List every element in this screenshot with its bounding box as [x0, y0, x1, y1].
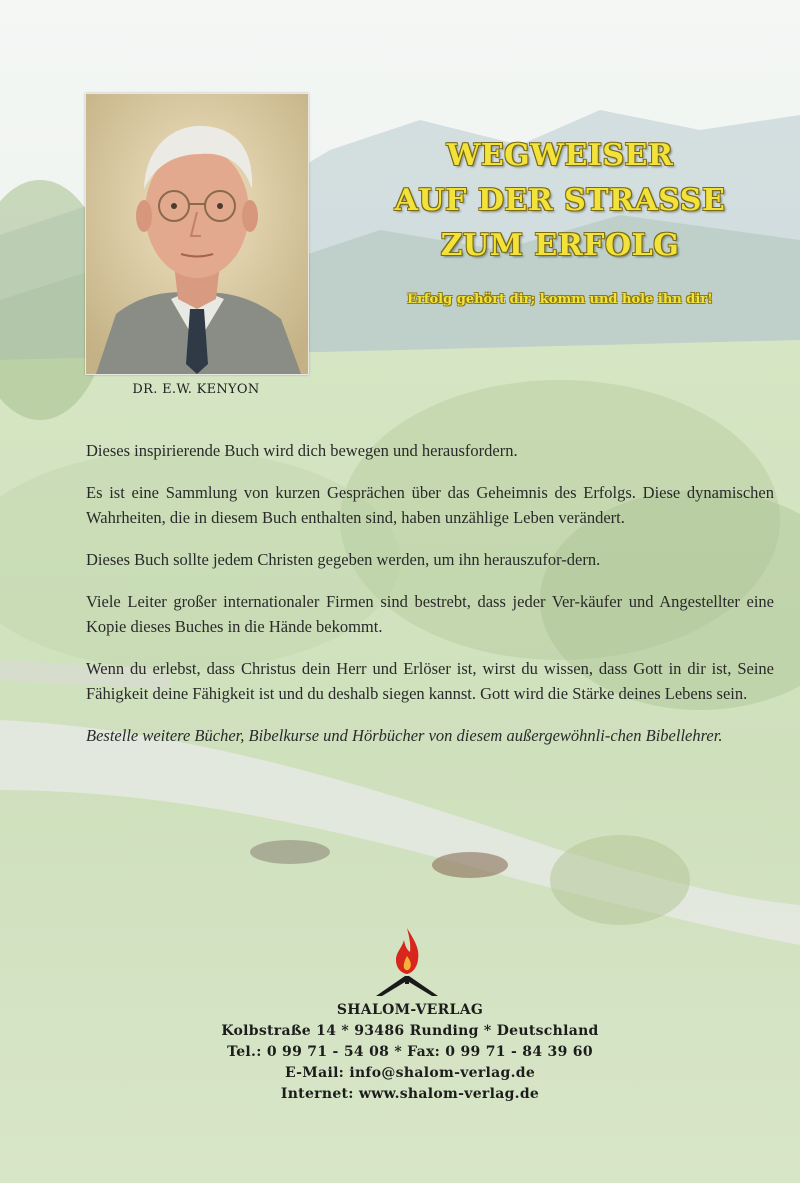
- publisher-phone: Tel.: 0 99 71 - 54 08 * Fax: 0 99 71 - 84 39 60: [227, 1044, 593, 1060]
- paragraph: Dieses inspirierende Buch wird dich bewegen und herausfordern.: [86, 441, 518, 460]
- promo-paragraph: Bestelle weitere Bücher, Bibelkurse und Hörbücher von diesem außergewöhnli-chen Bibellehrer.: [86, 726, 723, 745]
- publisher-info: [150, 1000, 670, 1105]
- book-subtitle: Erfolg gehört dir; komm und hole ihn dir!: [407, 292, 713, 307]
- title-line-2: AUF DER STRASSE: [394, 183, 726, 218]
- paragraph: Wenn du erlebst, dass Christus dein Herr und Erlöser ist, wirst du wissen, dass Gott in dir ist, Seine Fähigkeit deine Fähigkeit ist und du deshalb siegen kannst. Gott wird die Stärke deines Lebens sein.: [86, 659, 774, 703]
- publisher-website: Internet: www.shalom-verlag.de: [280, 1086, 540, 1102]
- paragraph: Es ist eine Sammlung von kurzen Gesprächen über das Geheimnis des Erfolgs. Diese dynamischen Wahrheiten, die in diesem Buch enthalten sind, haben unzählige Leben verändert.: [86, 483, 774, 527]
- flame-over-open-book-icon: [374, 926, 440, 998]
- title-line-1: WEGWEISER: [446, 138, 674, 173]
- author-caption: DR. E.W. KENYON: [132, 382, 260, 397]
- publisher-address: Kolbstraße 14 * 93486 Runding * Deutschland: [221, 1023, 599, 1039]
- paragraph: Viele Leiter großer internationaler Firmen sind bestrebt, dass jeder Ver-käufer und Angestellter eine Kopie dieses Buches in die Hände bekommt.: [86, 592, 774, 636]
- publisher-name: SHALOM-VERLAG: [336, 1002, 484, 1018]
- paragraph: Dieses Buch sollte jedem Christen gegeben werden, um ihn herauszufor-dern.: [86, 550, 601, 569]
- publisher-email: E-Mail: info@shalom-verlag.de: [284, 1065, 536, 1081]
- blurb-text: [86, 438, 774, 765]
- book-title: [330, 133, 790, 268]
- author-portrait: [85, 93, 309, 375]
- title-line-3: ZUM ERFOLG: [440, 228, 680, 263]
